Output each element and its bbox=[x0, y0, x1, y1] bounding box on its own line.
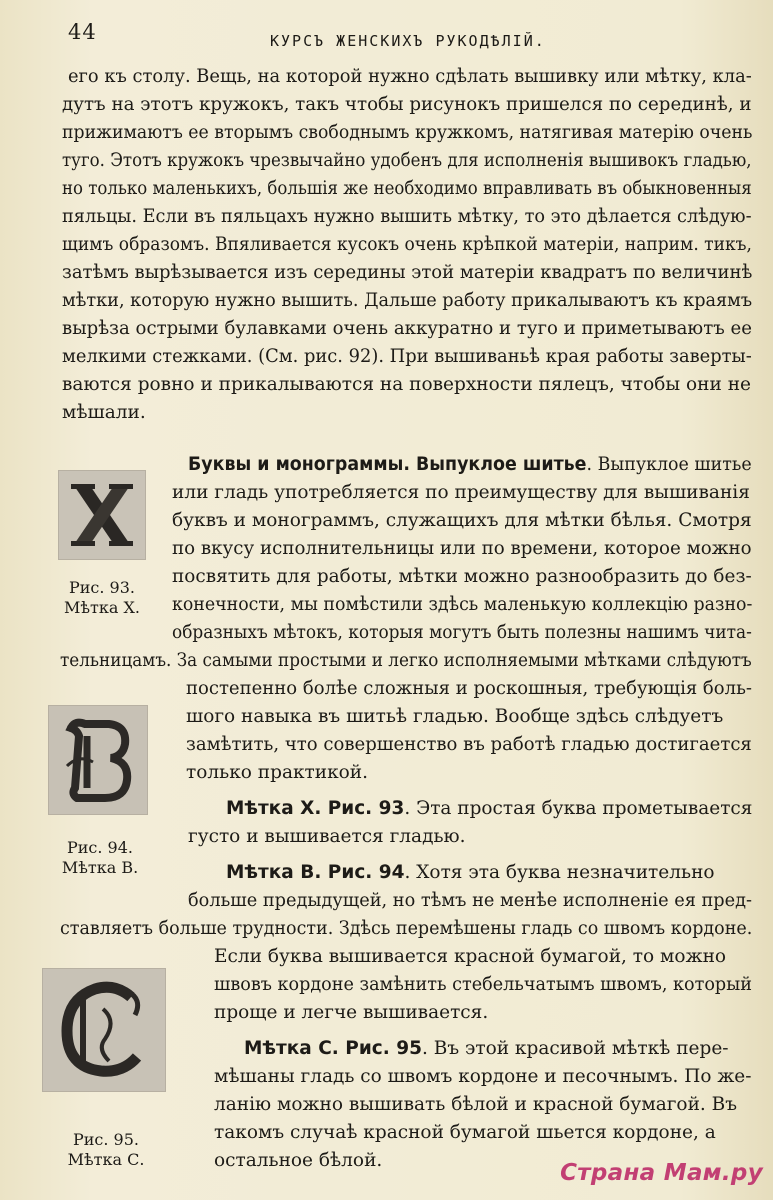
body-line: мѣшаны гладь со швомъ кордоне и песочнымъ. По же- bbox=[214, 1066, 752, 1087]
embroidered-gothic-letter-b-icon bbox=[49, 706, 147, 814]
body-line: тельницамъ. За самыми простыми и легко исполняемыми мѣтками слѣдуютъ bbox=[60, 650, 752, 671]
figure-95-image bbox=[42, 968, 166, 1092]
section-heading: Мѣтка В. Рис. 94 bbox=[226, 862, 405, 883]
body-line: щимъ образомъ. Впяливается кусокъ очень крѣпкой матеріи, наприм. тикъ, bbox=[62, 234, 752, 255]
body-line: ваются ровно и прикалываются на поверхности пялецъ, чтобы они не bbox=[62, 374, 751, 395]
embroidered-gothic-letter-c-icon bbox=[43, 969, 165, 1091]
body-line: мѣтки, которую нужно вышить. Дальше работу прикалываютъ къ краямъ bbox=[62, 290, 753, 311]
figure-caption: Мѣтка X. bbox=[64, 598, 140, 617]
body-text: . Эта простая буква прометывается bbox=[404, 798, 753, 819]
body-line: только практикой. bbox=[186, 762, 369, 783]
body-line: ланію можно вышивать бѣлой и красной бумагой. Въ bbox=[214, 1094, 738, 1115]
figure-caption: Рис. 94. bbox=[66, 838, 133, 857]
body-line: ставляетъ больше трудности. Здѣсь перемѣшены гладь со швомъ кордоне. bbox=[60, 918, 753, 939]
body-line: конечности, мы помѣстили здѣсь маленькую коллекцію разно- bbox=[172, 594, 753, 615]
figure-caption: Мѣтка С. bbox=[67, 1150, 145, 1169]
body-text: . Въ этой красивой мѣткѣ пере- bbox=[421, 1038, 729, 1059]
body-line: постепенно болѣе сложныя и роскошныя, требующія боль- bbox=[186, 678, 752, 699]
site-watermark: Страна Мам.ру bbox=[560, 1160, 763, 1186]
body-line: буквъ и монограммъ, служащихъ для мѣтки бѣлья. Смотря bbox=[172, 510, 752, 531]
body-line: дутъ на этотъ кружокъ, такъ чтобы рисунокъ пришелся по серединѣ, и bbox=[62, 94, 752, 115]
section-heading: Буквы и монограммы. Выпуклое шитье bbox=[188, 454, 587, 475]
body-line: прижимаютъ ее вторымъ свободнымъ кружкомъ, натягивая матерію очень bbox=[62, 122, 753, 143]
body-line: или гладь употребляется по преимуществу для вышиванія bbox=[172, 482, 750, 503]
figure-caption: Рис. 93. bbox=[68, 578, 135, 597]
running-title: КУРСЪ ЖЕНСКИХЪ РУКОДѢЛІЙ. bbox=[270, 32, 546, 50]
body-text: . Хотя эта буква незначительно bbox=[404, 862, 715, 883]
body-line: посвятить для работы, мѣтки можно разнообразить до без- bbox=[172, 566, 752, 587]
body-line: пяльцы. Если въ пяльцахъ нужно вышить мѣтку, то это дѣлается слѣдую- bbox=[62, 206, 752, 227]
body-line: вырѣза острыми булавками очень аккуратно и туго и приметываютъ ее bbox=[62, 318, 752, 339]
body-line: больше предыдущей, но тѣмъ не менѣе исполненіе ея пред- bbox=[188, 890, 753, 911]
body-line: но только маленькихъ, большія же необходимо вправливать въ обыкновенныя bbox=[62, 178, 752, 199]
body-text: . Выпуклое шитье bbox=[586, 454, 752, 475]
figure-94-image bbox=[48, 705, 148, 815]
body-line: мѣшали. bbox=[62, 402, 146, 423]
figure-caption: Мѣтка В. bbox=[61, 858, 139, 877]
section-heading: Мѣтка X. Рис. 93 bbox=[226, 798, 405, 819]
body-line: мелкими стежками. (См. рис. 92). При вышиваньѣ края работы заверты- bbox=[62, 346, 752, 367]
body-line: туго. Этотъ кружокъ чрезвычайно удобенъ для исполненія вышивокъ гладью, bbox=[62, 150, 752, 171]
body-line: замѣтить, что совершенство въ работѣ гладью достигается bbox=[186, 734, 752, 755]
body-line: проще и легче вышивается. bbox=[214, 1002, 489, 1023]
body-line: образныхъ мѣтокъ, которыя могутъ быть полезны нашимъ чита- bbox=[172, 622, 752, 643]
section-x-first-line bbox=[226, 800, 752, 819]
embroidered-letter-x-icon bbox=[59, 471, 145, 559]
figure-caption: Рис. 95. bbox=[72, 1130, 139, 1149]
body-line: затѣмъ вырѣзывается изъ середины этой матеріи квадратъ по величинѣ bbox=[62, 262, 753, 283]
body-line: по вкусу исполнительницы или по времени, которое можно bbox=[172, 538, 752, 559]
body-line: шого навыка въ шитьѣ гладью. Вообще здѣсь слѣдуетъ bbox=[186, 706, 724, 727]
body-line: швовъ кордоне замѣнить стебельчатымъ швомъ, который bbox=[214, 974, 752, 995]
section-heading: Мѣтка С. Рис. 95 bbox=[244, 1038, 422, 1059]
section-letters-first-line bbox=[188, 456, 752, 475]
section-b-first-line bbox=[226, 864, 715, 883]
body-line: такомъ случаѣ красной бумагой шьется кордоне, а bbox=[214, 1122, 716, 1143]
body-line: Если буква вышивается красной бумагой, то можно bbox=[214, 946, 727, 967]
body-line: густо и вышивается гладью. bbox=[188, 826, 466, 847]
page-number: 44 bbox=[68, 20, 97, 44]
section-c-first-line bbox=[244, 1040, 729, 1059]
figure-93-image bbox=[58, 470, 146, 560]
body-line: его къ столу. Вещь, на которой нужно сдѣлать вышивку или мѣтку, кла- bbox=[68, 66, 752, 87]
body-line: остальное бѣлой. bbox=[214, 1150, 383, 1171]
